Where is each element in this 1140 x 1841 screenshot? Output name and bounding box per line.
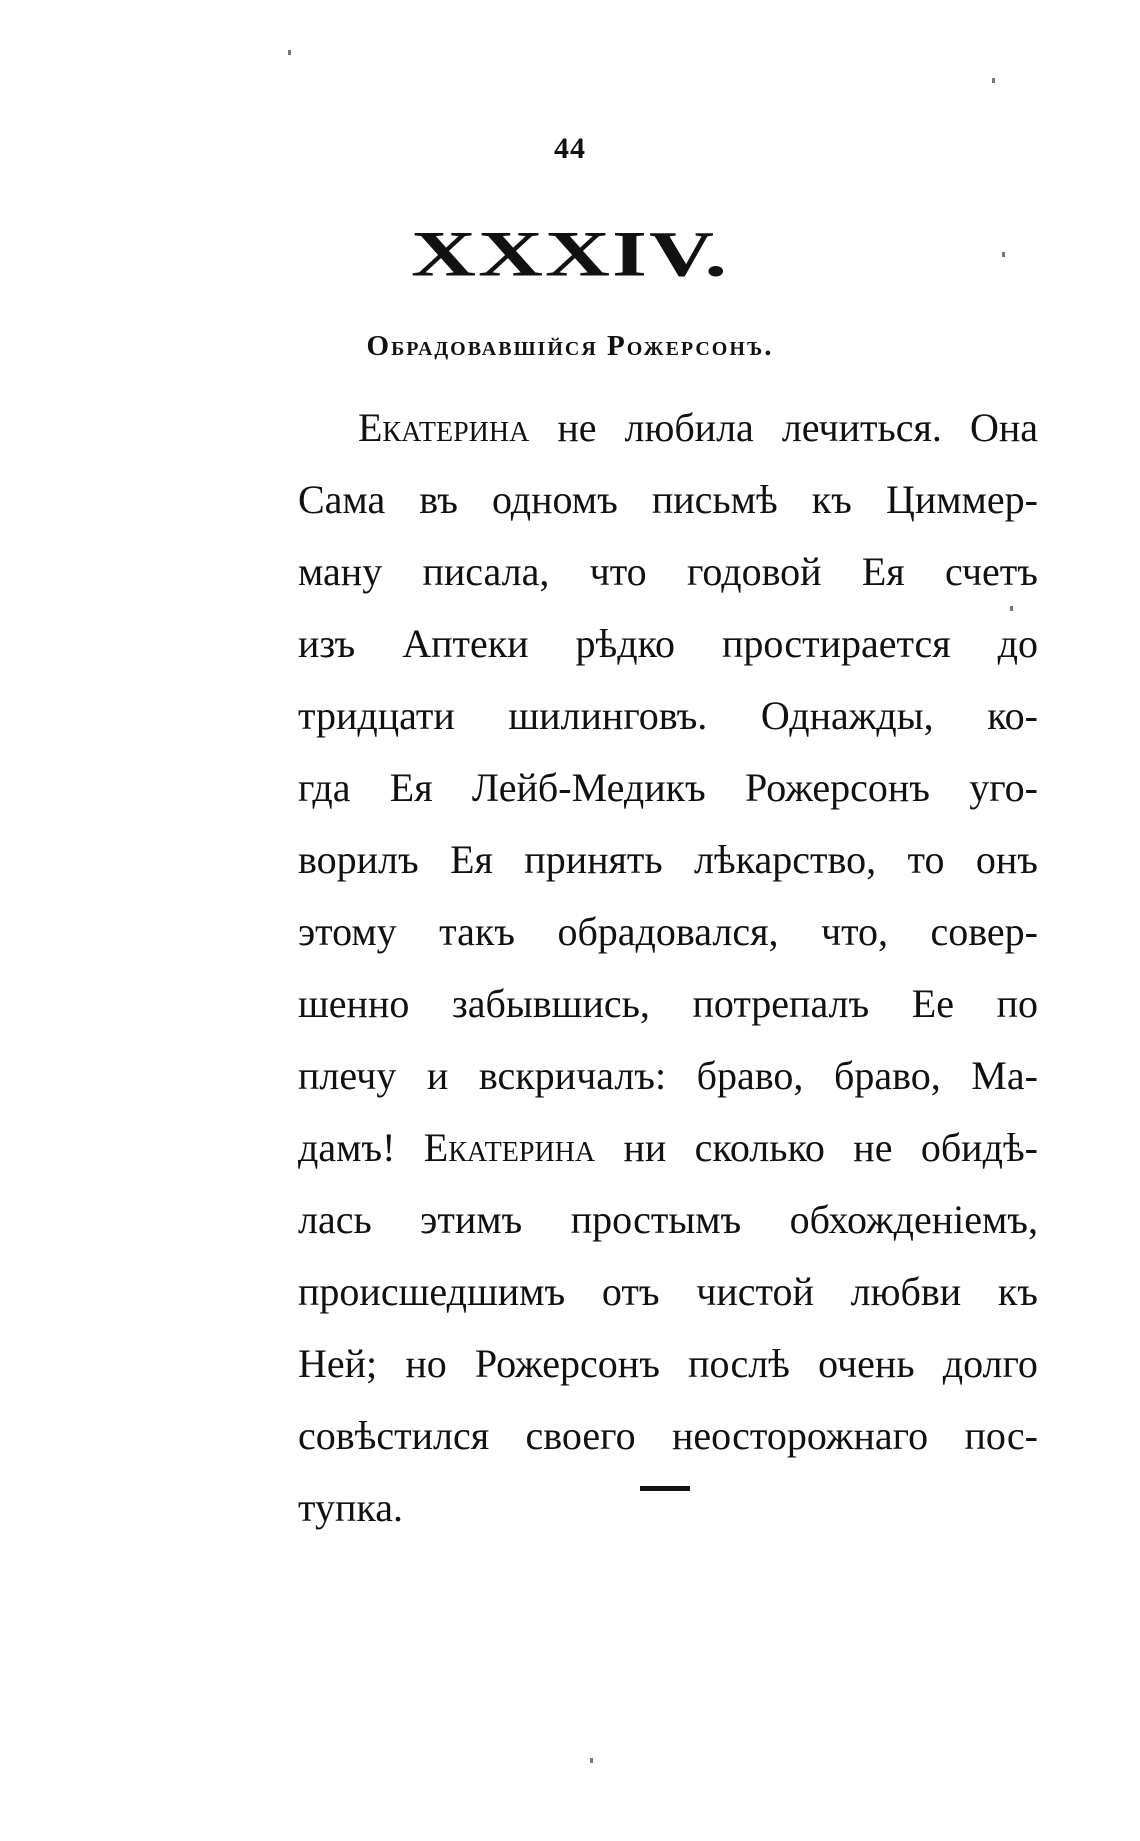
word: онъ <box>975 837 1038 882</box>
word: браво, <box>696 1053 804 1098</box>
word: годовой <box>686 549 822 594</box>
paper-speck <box>590 1758 593 1763</box>
word: Циммер- <box>885 477 1038 522</box>
word: забывшись, <box>451 981 650 1026</box>
word: вскричалъ: <box>478 1053 667 1098</box>
word: очень <box>818 1341 915 1386</box>
word: обидѣ- <box>920 1125 1038 1170</box>
word: въ <box>419 477 458 522</box>
word: обрадовался, <box>557 909 779 954</box>
word: что, <box>820 909 889 954</box>
word: ману <box>298 549 383 594</box>
word: своего <box>525 1413 636 1458</box>
word: шенно <box>298 981 410 1026</box>
word: не <box>557 405 597 450</box>
word: такъ <box>439 909 515 954</box>
word: сколько <box>694 1125 825 1170</box>
text-line <box>298 1184 1038 1256</box>
word: гда <box>298 765 351 810</box>
text-line <box>298 1112 1038 1184</box>
word: къ <box>811 477 852 522</box>
word: по <box>996 981 1038 1026</box>
text-line <box>298 1328 1038 1400</box>
word: не <box>853 1125 893 1170</box>
word: долго <box>942 1341 1038 1386</box>
word: лѣкарство, <box>694 837 877 882</box>
word: Сама <box>298 477 386 522</box>
word: дамъ! <box>298 1125 396 1170</box>
word: Ней; <box>298 1341 378 1386</box>
text-line <box>298 1472 1038 1544</box>
word: рѣдко <box>575 621 676 666</box>
text-line <box>298 608 1038 680</box>
word: тридцати <box>298 693 455 738</box>
word: плечу <box>298 1053 397 1098</box>
word: Ее <box>911 981 954 1026</box>
word: то <box>907 837 945 882</box>
chapter-number: XXXIV. <box>411 218 729 290</box>
word: совѣстился <box>298 1413 490 1458</box>
text-line <box>298 680 1038 752</box>
word: одномъ <box>491 477 618 522</box>
word: и <box>426 1053 449 1098</box>
word: до <box>997 621 1038 666</box>
word: принять <box>524 837 663 882</box>
end-rule <box>640 1486 690 1491</box>
word: любила <box>624 405 754 450</box>
text-line <box>298 464 1038 536</box>
word: Рожерсонъ <box>745 765 930 810</box>
word: Аптеки <box>402 621 529 666</box>
text-line <box>298 968 1038 1040</box>
paper-speck <box>288 50 291 55</box>
word: браво, <box>833 1053 941 1098</box>
word: уго- <box>969 765 1038 810</box>
word: потрепалъ <box>692 981 870 1026</box>
word: Ея <box>389 765 433 810</box>
word: лечиться. <box>781 405 942 450</box>
word: обхожденіемъ, <box>789 1197 1038 1242</box>
word: послѣ <box>688 1341 790 1386</box>
text-line <box>298 824 1038 896</box>
page-number: 44 <box>554 132 586 165</box>
word: шилинговъ. <box>508 693 708 738</box>
paper-speck <box>992 78 995 83</box>
word: Екатерина <box>358 405 530 450</box>
text-line <box>298 536 1038 608</box>
text-line <box>298 1040 1038 1112</box>
text-line <box>298 896 1038 968</box>
word: что <box>589 549 647 594</box>
word: совер- <box>930 909 1038 954</box>
word: происшедшимъ <box>298 1269 566 1314</box>
word: неосторожнаго <box>672 1413 929 1458</box>
text-line <box>298 1400 1038 1472</box>
word: пос- <box>964 1413 1038 1458</box>
word: Екатерина <box>423 1125 596 1170</box>
word: лась <box>298 1197 372 1242</box>
word: Ея <box>450 837 493 882</box>
text-line <box>298 1256 1038 1328</box>
word: тупка. <box>298 1485 403 1530</box>
word: счетъ <box>944 549 1038 594</box>
word: этимъ <box>420 1197 523 1242</box>
body-text <box>298 392 1038 1544</box>
word: ко- <box>987 693 1038 738</box>
chapter-title: Обрадовавшійся Рожерсонъ. <box>366 330 774 362</box>
word: этому <box>298 909 397 954</box>
word: ворилъ <box>298 837 419 882</box>
word: любви <box>850 1269 962 1314</box>
word: Ма- <box>971 1053 1038 1098</box>
word: Рожерсонъ <box>474 1341 660 1386</box>
word: простирается <box>721 621 951 666</box>
word: Она <box>969 405 1038 450</box>
word: ни <box>623 1125 667 1170</box>
word: простымъ <box>570 1197 742 1242</box>
text-line <box>298 392 1038 464</box>
word: Ея <box>861 549 905 594</box>
word: письмѣ <box>651 477 778 522</box>
word: изъ <box>298 621 356 666</box>
word: писала, <box>422 549 550 594</box>
word: Однажды, <box>760 693 934 738</box>
word: но <box>405 1341 447 1386</box>
word: чистой <box>696 1269 814 1314</box>
word: отъ <box>601 1269 660 1314</box>
word: Лейб-Медикъ <box>471 765 706 810</box>
word: къ <box>997 1269 1038 1314</box>
text-line <box>298 752 1038 824</box>
